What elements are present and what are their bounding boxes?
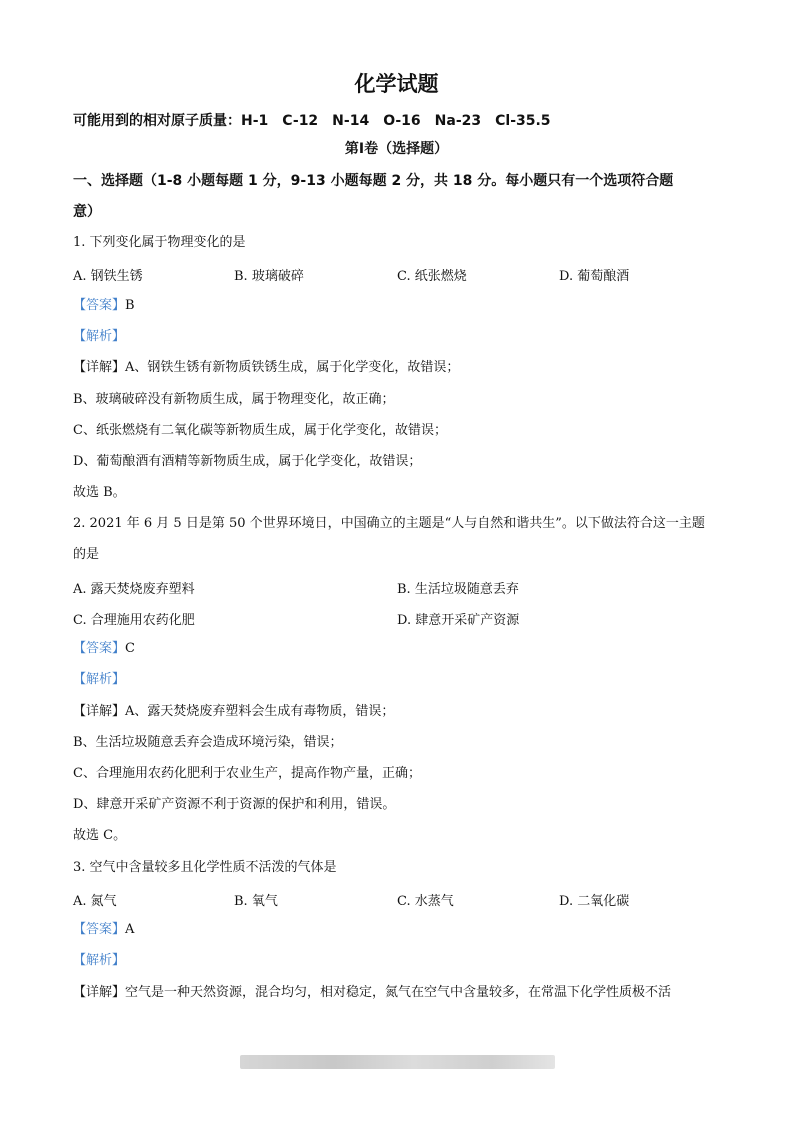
q3-option-b: B. 氧气 <box>234 894 278 909</box>
q1-detail-line: D、葡萄酿酒有酒精等新物质生成，属于化学变化，故错误； <box>73 454 422 469</box>
q1-option-d: D. 葡萄酿酒 <box>559 269 630 284</box>
q2-detail-line: B、生活垃圾随意丢弃会造成环境污染，错误； <box>73 735 343 750</box>
q3-answer <box>73 921 723 939</box>
q2-answer-value: C <box>125 641 135 656</box>
atomic-masses <box>73 110 565 130</box>
mass-item: O-16 <box>383 113 421 129</box>
mass-item: H-1 <box>241 113 269 129</box>
q1-option-c: C. 纸张燃烧 <box>397 269 467 284</box>
q3-option-d: D. 二氧化碳 <box>559 894 630 909</box>
q3-option-c: C. 水蒸气 <box>397 894 454 909</box>
q1-option-b: B. 玻璃破碎 <box>234 269 304 284</box>
q2-option-d: D. 肆意开采矿产资源 <box>397 613 520 628</box>
q2-answer <box>73 640 723 658</box>
q1-detail-line: C、纸张燃烧有二氧化碳等新物质生成，属于化学变化，故错误； <box>73 423 447 438</box>
q2-analysis-tag: 【解析】 <box>73 672 126 687</box>
q2-detail-line: D、肆意开采矿产资源不利于资源的保护和利用，错误。 <box>73 797 396 812</box>
q1-detail-line <box>73 359 723 377</box>
volume-title: 第Ⅰ卷（选择题） <box>344 141 449 157</box>
q1-detail-line: B、玻璃破碎没有新物质生成，属于物理变化，故正确； <box>73 392 395 407</box>
q2-stem-line2: 的是 <box>73 547 100 562</box>
q1-conclusion: 故选 B。 <box>73 485 126 500</box>
blurred-footer-watermark <box>240 1055 555 1069</box>
detail-tag: 【详解】 <box>73 985 126 1000</box>
q1-answer <box>73 297 723 315</box>
atomic-masses-label: 可能用到的相对原子质量： <box>73 113 241 129</box>
mass-item: N-14 <box>332 113 370 129</box>
page-title: 化学试题 <box>354 72 439 96</box>
mass-item: Cl-35.5 <box>495 113 551 129</box>
q2-conclusion: 故选 C。 <box>73 828 127 843</box>
q1-stem: 1. 下列变化属于物理变化的是 <box>73 235 246 250</box>
q3-stem: 3. 空气中含量较多且化学性质不活泼的气体是 <box>73 860 337 875</box>
q1-answer-value: B <box>125 298 135 313</box>
detail-tag: 【详解】 <box>73 704 126 719</box>
q1-option-a: A. 钢铁生锈 <box>73 269 143 284</box>
q2-detail-line: C、合理施用农药化肥利于农业生产，提高作物产量，正确； <box>73 766 421 781</box>
q1-analysis-tag: 【解析】 <box>73 329 126 344</box>
q3-analysis-tag: 【解析】 <box>73 953 126 968</box>
q2-option-b: B. 生活垃圾随意丢弃 <box>397 582 519 597</box>
answer-tag: 【答案】 <box>73 922 126 937</box>
answer-tag: 【答案】 <box>73 298 126 313</box>
q3-option-a: A. 氮气 <box>73 894 117 909</box>
q3-detail-line <box>73 984 723 1002</box>
section-heading-line2: 意） <box>73 204 101 220</box>
q2-detail-line <box>73 703 723 721</box>
answer-tag: 【答案】 <box>73 641 126 656</box>
q2-detail-text: A、露天焚烧废弃塑料会生成有毒物质，错误； <box>125 704 395 719</box>
mass-item: Na-23 <box>434 113 482 129</box>
mass-item: C-12 <box>282 113 319 129</box>
q2-option-a: A. 露天焚烧废弃塑料 <box>73 582 195 597</box>
q3-answer-value: A <box>125 922 135 937</box>
detail-tag: 【详解】 <box>73 360 126 375</box>
q1-detail-text: A、钢铁生锈有新物质铁锈生成，属于化学变化，故错误； <box>125 360 460 375</box>
section-heading-line1: 一、选择题（1-8 小题每题 1 分，9-13 小题每题 2 分，共 18 分。每小题只有一个选项符合题 <box>73 173 674 189</box>
q2-option-c: C. 合理施用农药化肥 <box>73 613 195 628</box>
q3-detail-text: 空气是一种天然资源，混合均匀，相对稳定，氮气在空气中含量较多，在常温下化学性质极不活 <box>125 985 672 1000</box>
q2-stem-line1: 2. 2021 年 6 月 5 日是第 50 个世界环境日，中国确立的主题是“人与自然和谐共生”。以下做法符合这一主题 <box>73 516 705 531</box>
